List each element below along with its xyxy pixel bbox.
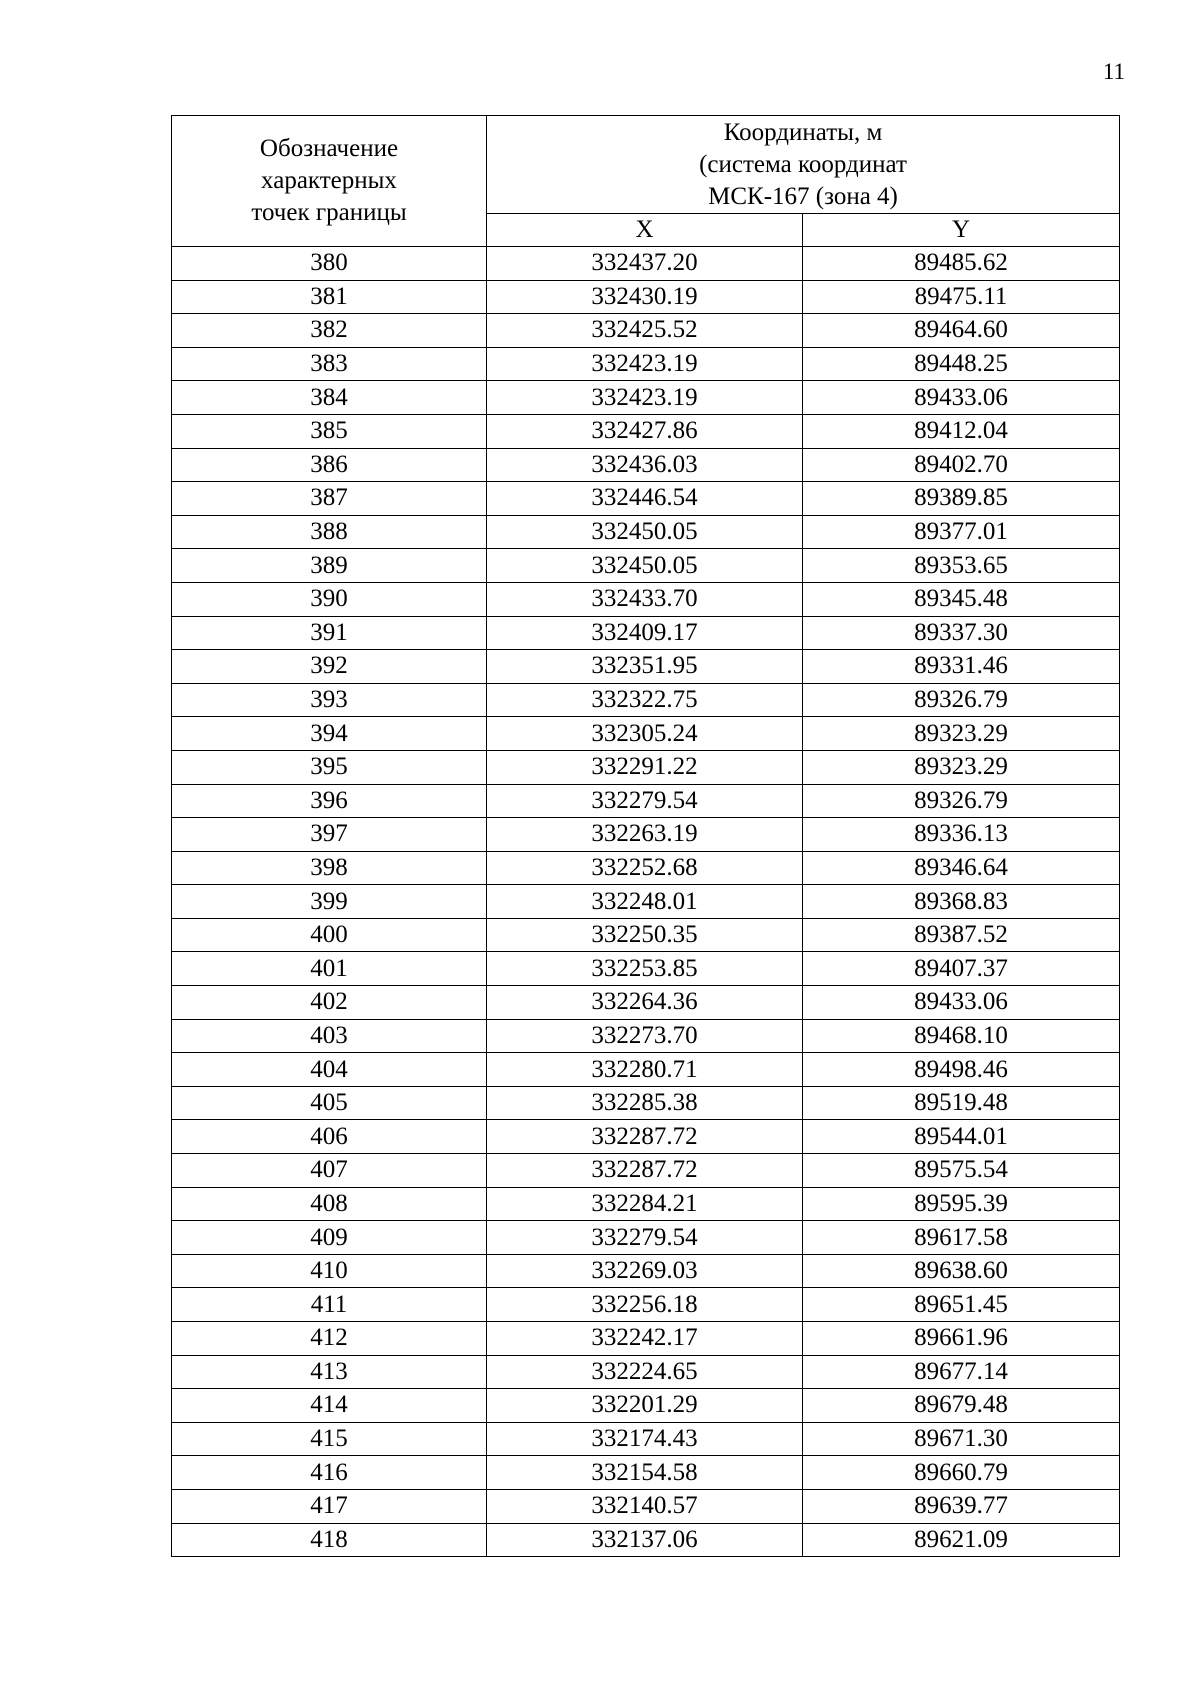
table-row <box>172 414 1120 448</box>
x-coordinate-cell: 332287.72 <box>487 1154 803 1188</box>
point-cell: 394 <box>172 717 487 751</box>
point-cell: 395 <box>172 750 487 784</box>
x-coordinate-cell: 332256.18 <box>487 1288 803 1322</box>
x-coordinate-cell: 332242.17 <box>487 1322 803 1356</box>
x-coordinate-cell: 332279.54 <box>487 784 803 818</box>
x-coordinate-cell: 332423.19 <box>487 381 803 415</box>
point-cell: 406 <box>172 1120 487 1154</box>
x-coordinate-cell: 332250.35 <box>487 918 803 952</box>
point-cell: 381 <box>172 280 487 314</box>
point-cell: 415 <box>172 1422 487 1456</box>
x-coordinate-cell: 332427.86 <box>487 414 803 448</box>
table-row <box>172 1456 1120 1490</box>
table-row <box>172 616 1120 650</box>
point-cell: 390 <box>172 582 487 616</box>
y-coordinate-cell: 89485.62 <box>803 247 1120 281</box>
point-designation-header <box>172 116 487 247</box>
y-coordinate-cell: 89651.45 <box>803 1288 1120 1322</box>
y-coordinate-cell: 89323.29 <box>803 717 1120 751</box>
table-row <box>172 515 1120 549</box>
table-row <box>172 1187 1120 1221</box>
point-cell: 388 <box>172 515 487 549</box>
table-row <box>172 650 1120 684</box>
x-coordinate-cell: 332423.19 <box>487 347 803 381</box>
point-cell: 405 <box>172 1086 487 1120</box>
point-cell: 416 <box>172 1456 487 1490</box>
y-coordinate-cell: 89326.79 <box>803 683 1120 717</box>
point-cell: 386 <box>172 448 487 482</box>
y-coordinate-cell: 89331.46 <box>803 650 1120 684</box>
y-coordinate-cell: 89368.83 <box>803 885 1120 919</box>
y-column-header: Y <box>803 214 1120 247</box>
x-coordinate-cell: 332252.68 <box>487 851 803 885</box>
x-coordinate-cell: 332287.72 <box>487 1120 803 1154</box>
table-header <box>172 116 1120 247</box>
coordinates-table <box>171 115 1120 1557</box>
table-body <box>172 247 1120 1557</box>
table-row <box>172 986 1120 1020</box>
x-coordinate-cell: 332154.58 <box>487 1456 803 1490</box>
point-cell: 401 <box>172 952 487 986</box>
coords-header-line: МСК-167 (зона 4) <box>708 182 898 210</box>
y-coordinate-cell: 89661.96 <box>803 1322 1120 1356</box>
x-coordinate-cell: 332351.95 <box>487 650 803 684</box>
y-coordinate-cell: 89671.30 <box>803 1422 1120 1456</box>
point-cell: 412 <box>172 1322 487 1356</box>
y-coordinate-cell: 89464.60 <box>803 314 1120 348</box>
point-cell: 384 <box>172 381 487 415</box>
table-row <box>172 1053 1120 1087</box>
point-cell: 387 <box>172 482 487 516</box>
table-row <box>172 750 1120 784</box>
x-coordinate-cell: 332279.54 <box>487 1221 803 1255</box>
point-cell: 396 <box>172 784 487 818</box>
y-coordinate-cell: 89389.85 <box>803 482 1120 516</box>
x-coordinate-cell: 332137.06 <box>487 1523 803 1557</box>
x-coordinate-cell: 332284.21 <box>487 1187 803 1221</box>
x-column-header: X <box>487 214 803 247</box>
y-coordinate-cell: 89336.13 <box>803 818 1120 852</box>
x-coordinate-cell: 332253.85 <box>487 952 803 986</box>
point-header-line: характерных <box>261 167 397 194</box>
table-row <box>172 1154 1120 1188</box>
point-cell: 413 <box>172 1355 487 1389</box>
table-row <box>172 818 1120 852</box>
y-coordinate-cell: 89679.48 <box>803 1389 1120 1423</box>
point-header-line: точек границы <box>251 199 407 226</box>
point-cell: 403 <box>172 1019 487 1053</box>
table-row <box>172 582 1120 616</box>
y-coordinate-cell: 89448.25 <box>803 347 1120 381</box>
y-coordinate-cell: 89639.77 <box>803 1489 1120 1523</box>
table-row <box>172 1254 1120 1288</box>
y-coordinate-cell: 89595.39 <box>803 1187 1120 1221</box>
page-number: 11 <box>1102 59 1125 84</box>
point-cell: 408 <box>172 1187 487 1221</box>
y-coordinate-cell: 89345.48 <box>803 582 1120 616</box>
y-coordinate-cell: 89326.79 <box>803 784 1120 818</box>
x-coordinate-cell: 332409.17 <box>487 616 803 650</box>
x-coordinate-cell: 332174.43 <box>487 1422 803 1456</box>
point-cell: 402 <box>172 986 487 1020</box>
x-coordinate-cell: 332450.05 <box>487 515 803 549</box>
point-cell: 397 <box>172 818 487 852</box>
table-row <box>172 1389 1120 1423</box>
y-coordinate-cell: 89621.09 <box>803 1523 1120 1557</box>
point-cell: 417 <box>172 1489 487 1523</box>
point-cell: 418 <box>172 1523 487 1557</box>
table-row <box>172 1422 1120 1456</box>
table-row <box>172 1322 1120 1356</box>
point-cell: 389 <box>172 549 487 583</box>
y-coordinate-cell: 89519.48 <box>803 1086 1120 1120</box>
y-coordinate-cell: 89638.60 <box>803 1254 1120 1288</box>
y-coordinate-cell: 89433.06 <box>803 986 1120 1020</box>
x-coordinate-cell: 332433.70 <box>487 582 803 616</box>
x-coordinate-cell: 332280.71 <box>487 1053 803 1087</box>
point-cell: 385 <box>172 414 487 448</box>
table-row <box>172 280 1120 314</box>
point-cell: 380 <box>172 247 487 281</box>
table-row <box>172 851 1120 885</box>
point-cell: 400 <box>172 918 487 952</box>
x-coordinate-cell: 332285.38 <box>487 1086 803 1120</box>
x-coordinate-cell: 332273.70 <box>487 1019 803 1053</box>
x-coordinate-cell: 332436.03 <box>487 448 803 482</box>
table-row <box>172 784 1120 818</box>
table-row <box>172 1489 1120 1523</box>
table-row <box>172 1355 1120 1389</box>
point-cell: 393 <box>172 683 487 717</box>
table-row <box>172 1120 1120 1154</box>
table-row <box>172 1221 1120 1255</box>
y-coordinate-cell: 89433.06 <box>803 381 1120 415</box>
y-coordinate-cell: 89660.79 <box>803 1456 1120 1490</box>
point-cell: 382 <box>172 314 487 348</box>
x-coordinate-cell: 332263.19 <box>487 818 803 852</box>
x-coordinate-cell: 332450.05 <box>487 549 803 583</box>
x-coordinate-cell: 332430.19 <box>487 280 803 314</box>
y-coordinate-cell: 89402.70 <box>803 448 1120 482</box>
y-coordinate-cell: 89575.54 <box>803 1154 1120 1188</box>
point-cell: 391 <box>172 616 487 650</box>
x-coordinate-cell: 332264.36 <box>487 986 803 1020</box>
y-coordinate-cell: 89498.46 <box>803 1053 1120 1087</box>
x-coordinate-cell: 332425.52 <box>487 314 803 348</box>
x-coordinate-cell: 332269.03 <box>487 1254 803 1288</box>
table-row <box>172 1523 1120 1557</box>
x-coordinate-cell: 332140.57 <box>487 1489 803 1523</box>
table-row <box>172 1086 1120 1120</box>
table-row <box>172 1019 1120 1053</box>
table-row <box>172 482 1120 516</box>
table-row <box>172 347 1120 381</box>
table-row <box>172 448 1120 482</box>
x-coordinate-cell: 332446.54 <box>487 482 803 516</box>
y-coordinate-cell: 89407.37 <box>803 952 1120 986</box>
y-coordinate-cell: 89544.01 <box>803 1120 1120 1154</box>
point-header-line: Обозначение <box>259 135 399 162</box>
table-row <box>172 247 1120 281</box>
x-coordinate-cell: 332437.20 <box>487 247 803 281</box>
y-coordinate-cell: 89677.14 <box>803 1355 1120 1389</box>
x-coordinate-cell: 332224.65 <box>487 1355 803 1389</box>
y-coordinate-cell: 89337.30 <box>803 616 1120 650</box>
y-coordinate-cell: 89468.10 <box>803 1019 1120 1053</box>
x-coordinate-cell: 332305.24 <box>487 717 803 751</box>
point-cell: 399 <box>172 885 487 919</box>
y-coordinate-cell: 89377.01 <box>803 515 1120 549</box>
point-cell: 404 <box>172 1053 487 1087</box>
table-row <box>172 717 1120 751</box>
y-coordinate-cell: 89323.29 <box>803 750 1120 784</box>
x-coordinate-cell: 332201.29 <box>487 1389 803 1423</box>
y-coordinate-cell: 89387.52 <box>803 918 1120 952</box>
coords-header-line: (система координат <box>699 150 907 178</box>
table-row <box>172 549 1120 583</box>
y-coordinate-cell: 89353.65 <box>803 549 1120 583</box>
table-row <box>172 683 1120 717</box>
point-cell: 407 <box>172 1154 487 1188</box>
x-coordinate-cell: 332322.75 <box>487 683 803 717</box>
table-row <box>172 1288 1120 1322</box>
x-coordinate-cell: 332291.22 <box>487 750 803 784</box>
coords-header-line: Координаты, м <box>723 118 883 146</box>
point-cell: 392 <box>172 650 487 684</box>
point-cell: 410 <box>172 1254 487 1288</box>
y-coordinate-cell: 89617.58 <box>803 1221 1120 1255</box>
y-coordinate-cell: 89346.64 <box>803 851 1120 885</box>
y-coordinate-cell: 89412.04 <box>803 414 1120 448</box>
point-cell: 409 <box>172 1221 487 1255</box>
point-cell: 411 <box>172 1288 487 1322</box>
table-row <box>172 381 1120 415</box>
table-row <box>172 885 1120 919</box>
point-cell: 414 <box>172 1389 487 1423</box>
table-row <box>172 952 1120 986</box>
y-coordinate-cell: 89475.11 <box>803 280 1120 314</box>
x-coordinate-cell: 332248.01 <box>487 885 803 919</box>
point-cell: 398 <box>172 851 487 885</box>
table-row <box>172 918 1120 952</box>
point-cell: 383 <box>172 347 487 381</box>
coordinates-header <box>487 116 1120 214</box>
table-row <box>172 314 1120 348</box>
